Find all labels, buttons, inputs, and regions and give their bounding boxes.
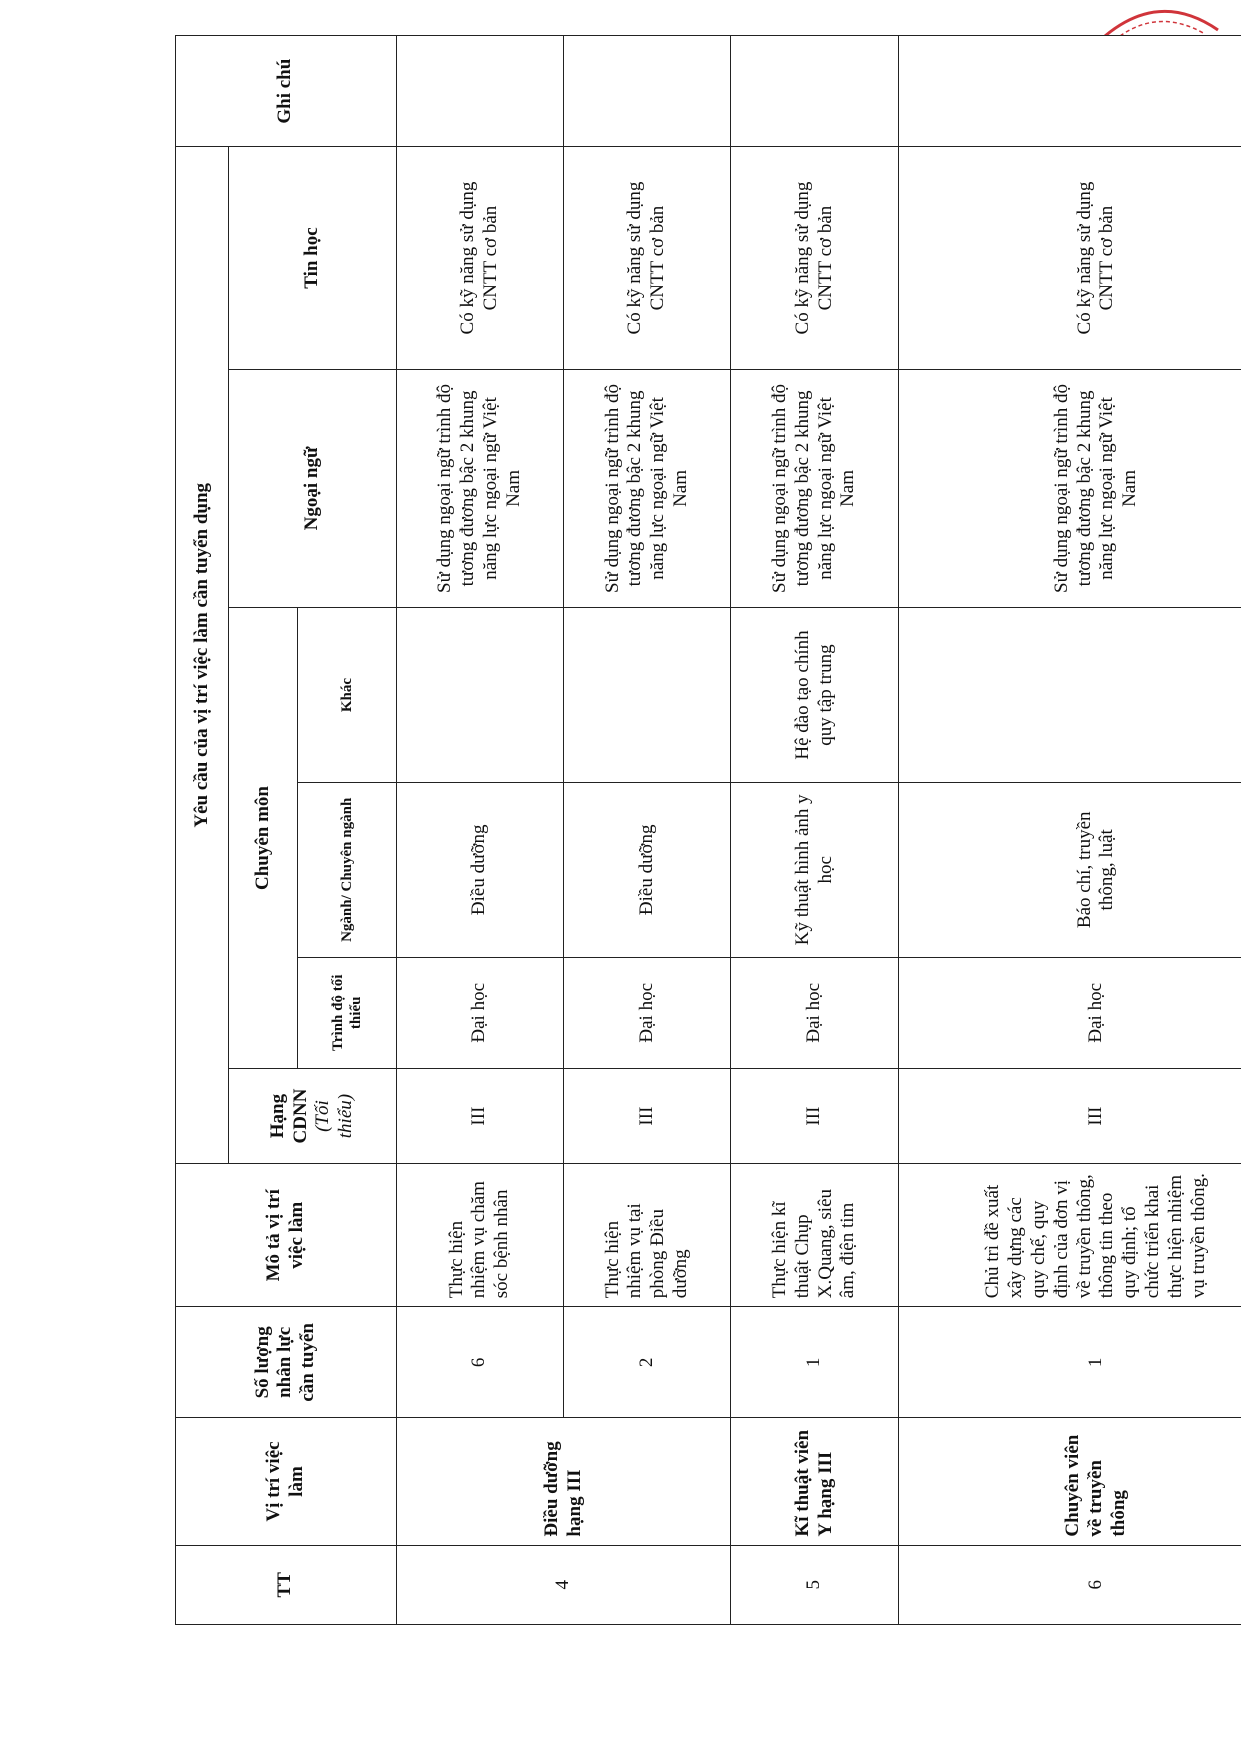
cell-nganh: Kỹ thuật hình ảnh y học: [731, 782, 898, 957]
cell-ngoai-ngu: Sử dụng ngoại ngữ trình độ tương đương bậc 2 khung năng lực ngoại ngữ Việt Nam: [731, 369, 898, 607]
cell-mo-ta: Thực hiện nhiệm vụ chăm sóc bệnh nhân: [396, 1164, 563, 1307]
cell-tt: 6: [898, 1545, 1241, 1624]
cell-hang: III: [898, 1068, 1241, 1163]
cell-khac: Hệ đào tạo chính quy tập trung: [731, 608, 898, 783]
cell-khac: [898, 608, 1241, 783]
table-row: [898, 36, 1241, 1625]
cell-trinh-do: Đại học: [564, 957, 731, 1068]
cell-hang: III: [731, 1068, 898, 1163]
cell-ghi-chu: [898, 36, 1241, 147]
cell-ngoai-ngu: Sử dụng ngoại ngữ trình độ tương đương bậc 2 khung năng lực ngoại ngữ Việt Nam: [564, 369, 731, 607]
cell-tt: 4: [396, 1545, 731, 1624]
cell-ghi-chu: [564, 36, 731, 147]
recruitment-table: [175, 35, 1241, 1625]
header-ngoai-ngu: Ngoại ngữ: [229, 369, 396, 607]
cell-tt: 5: [731, 1545, 898, 1624]
cell-hang: III: [396, 1068, 563, 1163]
cell-so-luong: 1: [898, 1307, 1241, 1418]
cell-khac: [564, 608, 731, 783]
table-row: [731, 36, 898, 1625]
table-row: [396, 36, 563, 1625]
header-ghi-chu: Ghi chú: [176, 36, 397, 147]
red-stamp-fragment: [1100, 0, 1220, 36]
cell-mo-ta: Thực hiện nhiệm vụ tại phòng Điều dưỡng: [564, 1164, 731, 1307]
cell-tin-hoc: Có kỹ năng sử dụng CNTT cơ bản: [898, 147, 1241, 369]
header-trinh-do: Trình độ tối thiểu: [298, 957, 396, 1068]
cell-tin-hoc: Có kỹ năng sử dụng CNTT cơ bản: [564, 147, 731, 369]
cell-trinh-do: Đại học: [898, 957, 1241, 1068]
header-nganh: Ngành/ Chuyên ngành: [298, 782, 396, 957]
cell-hang: III: [564, 1068, 731, 1163]
header-hang-note: (Tối thiểu): [312, 1093, 357, 1139]
cell-vi-tri: Chuyên viên về truyền thông: [898, 1418, 1241, 1545]
header-row-1: [176, 36, 229, 1625]
cell-so-luong: 1: [731, 1307, 898, 1418]
cell-so-luong: 6: [396, 1307, 563, 1418]
header-so-luong: Số lượng nhân lực cần tuyển: [176, 1307, 397, 1418]
cell-nganh: Báo chí, truyền thông, luật: [898, 782, 1241, 957]
header-hang-label: Hạng CDNN: [266, 1088, 311, 1144]
cell-ghi-chu: [731, 36, 898, 147]
cell-nganh: Điều dưỡng: [396, 782, 563, 957]
rotated-table-wrapper: [175, 35, 1241, 1625]
cell-tin-hoc: Có kỹ năng sử dụng CNTT cơ bản: [396, 147, 563, 369]
header-hang: [229, 1068, 396, 1163]
cell-mo-ta: Thực hiện kĩ thuật Chụp X.Quang, siêu âm, điện tim: [731, 1164, 898, 1307]
cell-vi-tri: Điều dưỡng hạng III: [396, 1418, 731, 1545]
cell-so-luong: 2: [564, 1307, 731, 1418]
header-khac: Khác: [298, 608, 396, 783]
header-yeu-cau: Yêu cầu của vị trí việc làm cần tuyển dụng: [176, 147, 229, 1164]
cell-trinh-do: Đại học: [731, 957, 898, 1068]
cell-khac: [396, 608, 563, 783]
header-chuyen-mon: Chuyên môn: [229, 608, 298, 1069]
table-row: [564, 36, 731, 1625]
header-vi-tri: Vị trí việc làm: [176, 1418, 397, 1545]
cell-trinh-do: Đại học: [396, 957, 563, 1068]
cell-ngoai-ngu: Sử dụng ngoại ngữ trình độ tương đương bậc 2 khung năng lực ngoại ngữ Việt Nam: [396, 369, 563, 607]
cell-tin-hoc: Có kỹ năng sử dụng CNTT cơ bản: [731, 147, 898, 369]
header-tt: TT: [176, 1545, 397, 1624]
header-mo-ta: Mô tả vị trí việc làm: [176, 1164, 397, 1307]
cell-nganh: Điều dưỡng: [564, 782, 731, 957]
header-tin-hoc: Tin học: [229, 147, 396, 369]
cell-ghi-chu: [396, 36, 563, 147]
cell-ngoai-ngu: Sử dụng ngoại ngữ trình độ tương đương bậc 2 khung năng lực ngoại ngữ Việt Nam: [898, 369, 1241, 607]
cell-mo-ta: Chủ trì đề xuất xây dựng các quy chế, quy định của đơn vị về truyền thông, thông tin theo quy định; tổ chức triển khai thực hiện nhiệm vụ truyền thông.: [898, 1164, 1241, 1307]
cell-vi-tri: Kĩ thuật viên Y hạng III: [731, 1418, 898, 1545]
